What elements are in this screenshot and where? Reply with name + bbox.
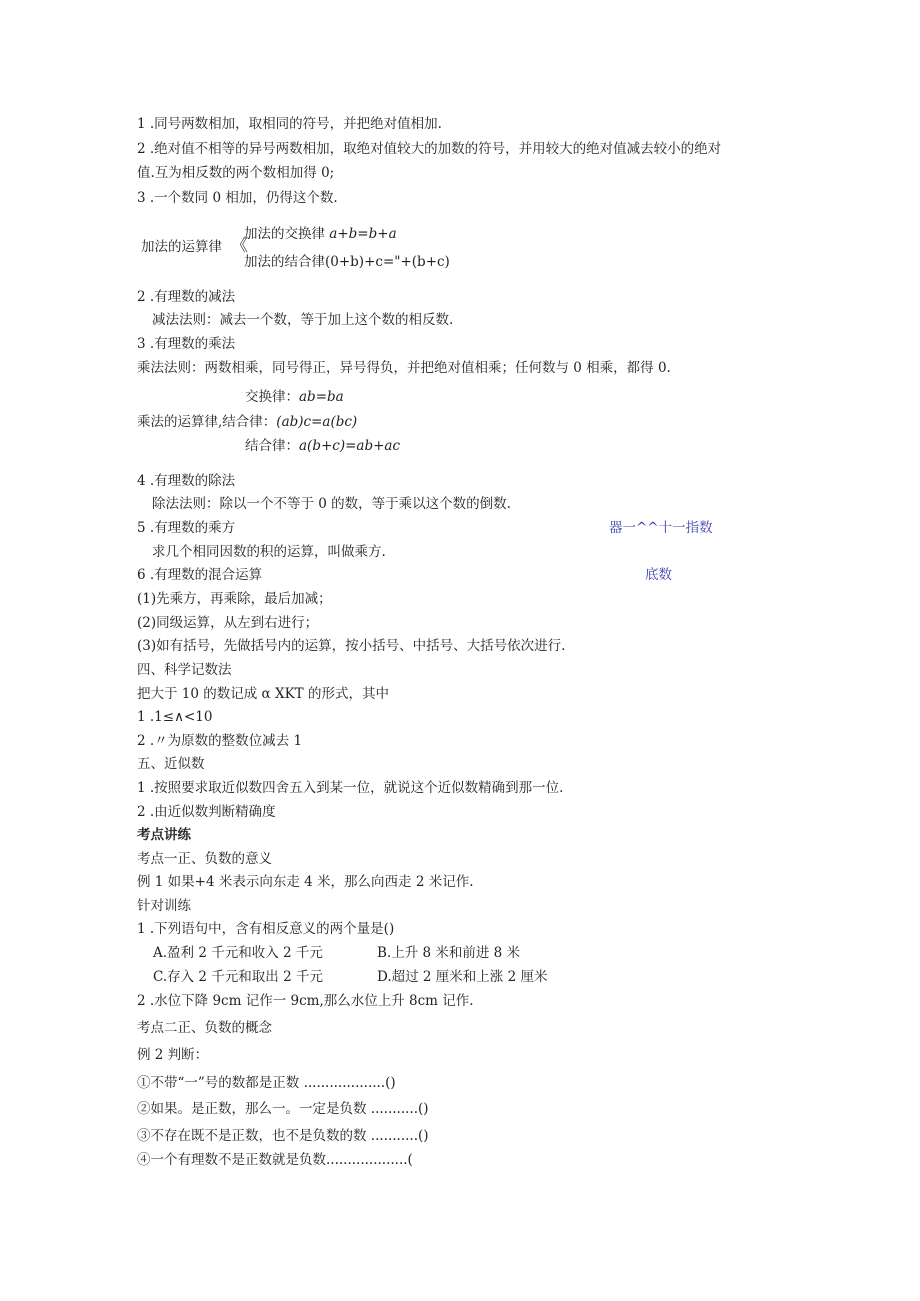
question-1-option-b: B.上升 8 米和前进 8 米	[377, 945, 521, 961]
scientific-notation-item-1: 1 .1≤∧<10	[137, 709, 213, 725]
topic-2-title: 考点二正、负数的概念	[137, 1020, 272, 1036]
mul-commutative-text: 交换律：	[245, 389, 299, 405]
division-rule: 除法法则：除以一个不等于 0 的数，等于乘以这个数的倒数.	[152, 496, 511, 512]
judge-item-4: ④一个有理数不是正数就是负数...................(	[137, 1152, 413, 1168]
judge-item-3: ③不存在既不是正数，也不是负数的数 ...........()	[137, 1128, 429, 1144]
example-2: 例 2 判断：	[137, 1047, 209, 1063]
judge-item-1: ①不带“一”号的数都是正数 ...................()	[137, 1075, 396, 1091]
mul-distributive-formula: a(b+c)=ab+ac	[299, 438, 401, 454]
multiplication-rule: 乘法法则：两数相乘，同号得正，异号得负，并把绝对值相乘；任何数与 0 相乘，都得 0.	[137, 360, 671, 376]
exponent-annotation: 器一^^十一指数	[609, 520, 713, 536]
practice-title: 针对训练	[137, 898, 191, 914]
approximation-title: 五、近似数	[137, 756, 205, 772]
topic-1-title: 考点一正、负数的意义	[137, 851, 272, 867]
subtraction-rule: 减法法则：减去一个数，等于加上这个数的相反数.	[152, 312, 454, 328]
addition-law-brace: 《	[231, 236, 248, 256]
multiplication-law-label	[137, 416, 357, 430]
mul-law-label-text: 乘法的运算律,结合律：	[137, 414, 277, 430]
multiplication-title: 3 .有理数的乘法	[137, 336, 236, 352]
question-1-option-c: C.存入 2 千元和取出 2 千元	[153, 969, 323, 985]
addition-commutative-law	[244, 228, 397, 242]
addition-rule-3: 3 .一个数同 0 相加，仍得这个数.	[137, 190, 338, 206]
power-title: 5 .有理数的乘方	[137, 520, 236, 536]
approximation-item-1: 1 .按照要求取近似数四舍五入到某一位，就说这个近似数精确到那一位.	[137, 780, 564, 796]
mixed-rule-1: (1)先乘方，再乘除，最后加减；	[137, 591, 332, 607]
multiplication-distributive-law	[245, 440, 400, 454]
addition-rule-2-line2: 值.互为相反数的两个数相加得 0;	[137, 165, 335, 181]
addition-rule-1: 1 .同号两数相加，取相同的符号，并把绝对值相加.	[137, 116, 442, 132]
question-1-option-a: A.盈利 2 千元和收入 2 千元	[153, 945, 323, 961]
judge-item-2: ②如果。是正数，那么一。一定是负数 ...........()	[137, 1101, 429, 1117]
approximation-item-2: 2 .由近似数判断精确度	[137, 804, 276, 820]
mul-associative-formula: (ab)c=a(bc)	[276, 414, 358, 430]
base-annotation: 底数	[645, 567, 672, 583]
division-title: 4 .有理数的除法	[137, 473, 236, 489]
mixed-rule-3: (3)如有括号，先做括号内的运算，按小括号、中括号、大括号依次进行.	[137, 638, 566, 654]
addition-rule-2-line1: 2 .绝对值不相等的异号两数相加，取绝对值较大的加数的符号，并用较大的绝对值减去较小的绝对	[137, 141, 722, 157]
multiplication-commutative-law	[245, 391, 344, 405]
example-1: 例 1 如果+4 米表示向东走 4 米，那么向西走 2 米记作.	[137, 874, 474, 890]
mul-commutative-formula: ab=ba	[299, 389, 344, 405]
question-2: 2 .水位下降 9cm 记作一 9cm,那么水位上升 8cm 记作.	[137, 993, 474, 1009]
training-title: 考点讲练	[137, 827, 191, 843]
question-1: 1 .下列语句中，含有相反意义的两个量是()	[137, 921, 395, 937]
question-1-option-d: D.超过 2 厘米和上涨 2 厘米	[377, 969, 548, 985]
mixed-rule-2: (2)同级运算，从左到右进行；	[137, 615, 319, 631]
scientific-notation-rule: 把大于 10 的数记成 α XKT 的形式，其中	[137, 686, 389, 702]
addition-commutative-text: 加法的交换律	[244, 226, 330, 242]
addition-associative-law: 加法的结合律(0+b)+c="+(b+c)	[244, 254, 450, 270]
scientific-notation-title: 四、科学记数法	[137, 662, 232, 678]
mul-distributive-text: 结合律：	[245, 438, 299, 454]
subtraction-title: 2 .有理数的减法	[137, 289, 236, 305]
addition-commutative-formula: a+b=b+a	[329, 226, 397, 242]
scientific-notation-item-2: 2 .〃为原数的整数位减去 1	[137, 733, 303, 749]
power-rule: 求几个相同因数的积的运算，叫做乘方.	[152, 544, 386, 560]
mixed-operations-title: 6 .有理数的混合运算	[137, 567, 263, 583]
addition-law-label: 加法的运算律	[141, 239, 222, 255]
